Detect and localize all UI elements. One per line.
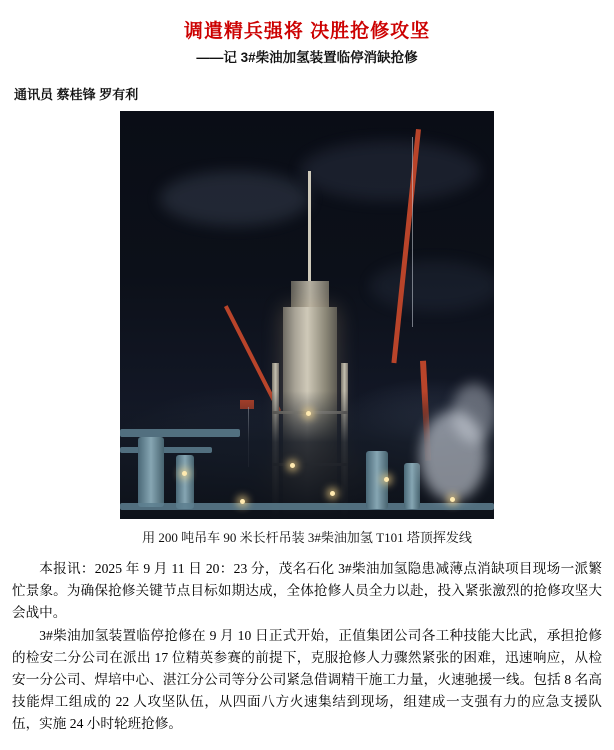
article-body [12, 558, 602, 735]
article-photo [120, 111, 494, 519]
cloud [300, 141, 480, 201]
figure-caption: 用 200 吨吊车 90 米长杆吊装 3#柴油加氢 T101 塔顶挥发线 [142, 529, 472, 545]
page-subtitle: ——记 3#柴油加氢装置临停消缺抢修 [196, 49, 418, 65]
work-light [182, 471, 187, 476]
work-light [306, 411, 311, 416]
process-vessel [138, 437, 164, 507]
work-light [240, 499, 245, 504]
pipe-run [120, 503, 494, 510]
steam-plume [452, 383, 494, 443]
pipe-rack [120, 429, 240, 437]
crane-cable [412, 137, 413, 327]
byline: 通讯员 蔡桂锋 罗有利 [14, 86, 139, 102]
tower-mast [308, 171, 311, 286]
page-title: 调遣精兵强将 决胜抢修攻坚 [183, 21, 431, 42]
cloud [370, 261, 494, 311]
work-light [330, 491, 335, 496]
work-light [384, 477, 389, 482]
work-light [290, 463, 295, 468]
cloud [160, 171, 310, 226]
process-vessel [404, 463, 420, 509]
pipe-rack [120, 447, 212, 453]
work-light [450, 497, 455, 502]
process-vessel [176, 455, 194, 509]
paragraph: 3#柴油加氢装置临停抢修在 9 月 10 日正式开始，正值集团公司各工种技能大比武，承担抢修的检安二分公司在派出 17 位精英参赛的前提下，克服抢修人力骤然紧张的困难，迅速响应，从检安一分公司、焊培中心、湛江分公司等分公司紧急借调精干施工力量，火速驰援一线。包括 8 名高技能焊工组成的 22 人攻坚队伍，从四面八方火速集结到现场，组建成一支强有力的应急支援队伍，实施 24 小时轮班抢修。 [12, 627, 602, 731]
figure [12, 111, 602, 546]
paragraph: 本报讯：2025 年 9 月 11 日 20：23 分，茂名石化 3#柴油加氢隐患减薄点消缺项目现场一派繁忙景象。为确保抢修关键节点目标如期达成，全体抢修人员全力以赴，投入紧张激烈的抢修攻坚大会战中。 [12, 560, 602, 620]
